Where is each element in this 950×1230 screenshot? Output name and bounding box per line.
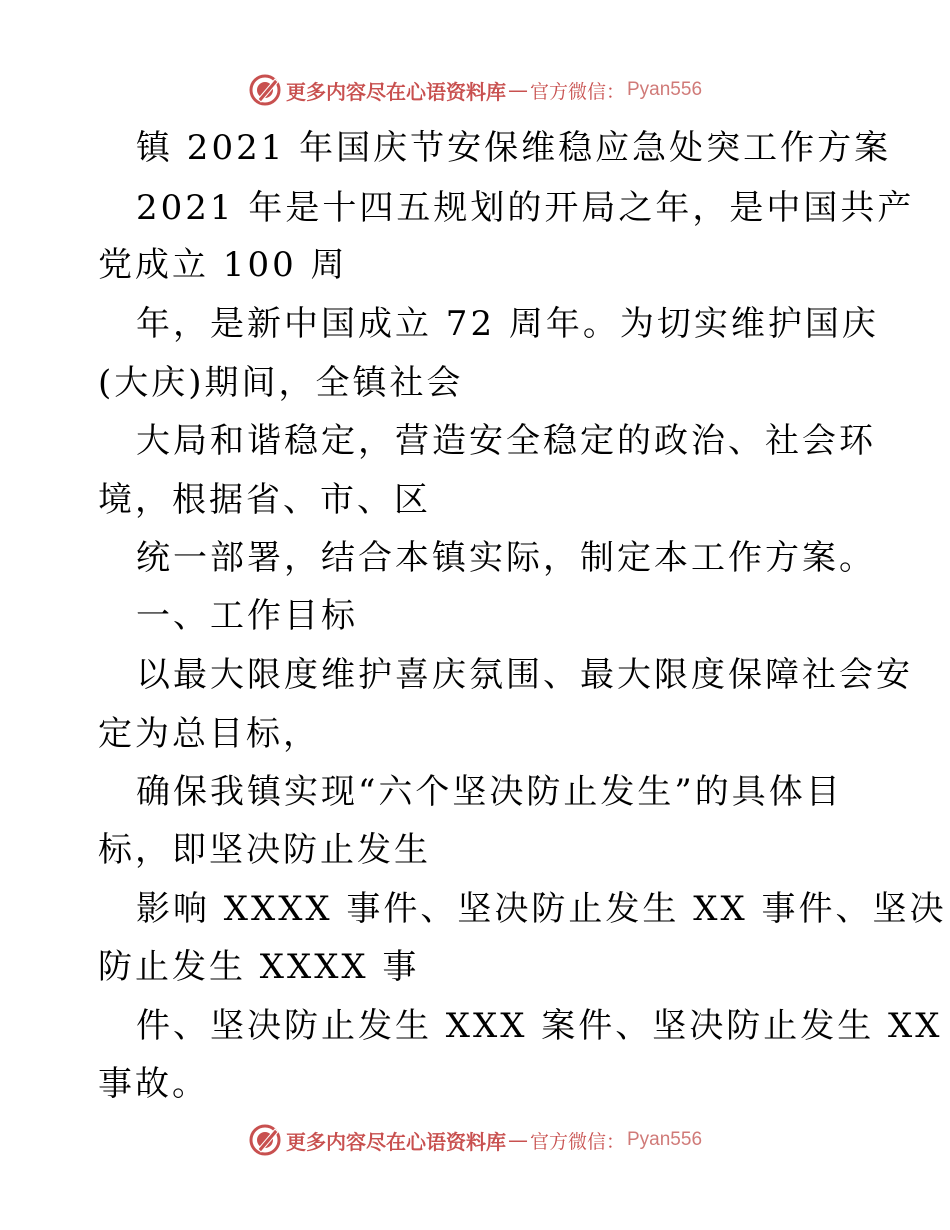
paragraph-line: 年，是新中国成立 72 周年。为切实维护国庆 bbox=[136, 304, 879, 344]
banner-dash: — bbox=[507, 78, 528, 102]
paragraph-line: 2021 年是十四五规划的开局之年，是中国共产 bbox=[136, 188, 915, 228]
document-title: 镇 2021 年国庆节安保维稳应急处突工作方案 bbox=[136, 128, 892, 168]
paragraph-line: 事故。 bbox=[98, 1064, 209, 1104]
paragraph-line: 统一部署，结合本镇实际，制定本工作方案。 bbox=[136, 538, 876, 578]
banner-dash: — bbox=[507, 1128, 528, 1152]
paragraph-line: 大局和谐稳定，营造安全稳定的政治、社会环 bbox=[136, 421, 876, 461]
pen-circle-logo-icon bbox=[248, 73, 282, 107]
banner-wechat-id: Pyan556 bbox=[627, 79, 703, 100]
section-heading: 一、工作目标 bbox=[136, 596, 358, 636]
banner-site-text: 更多内容尽在心语资料库 bbox=[285, 79, 506, 104]
banner-site-text: 更多内容尽在心语资料库 bbox=[285, 1129, 506, 1154]
header-banner bbox=[0, 70, 950, 110]
paragraph-line: 定为总目标， bbox=[98, 714, 320, 754]
paragraph-line: 境，根据省、市、区 bbox=[98, 480, 431, 520]
paragraph-line: 防止发生 XXXX 事 bbox=[98, 947, 420, 987]
paragraph-line: 件、坚决防止发生 XXX 案件、坚决防止发生 XX bbox=[136, 1006, 943, 1046]
paragraph-line: 确保我镇实现“六个坚决防止发生”的具体目 bbox=[136, 772, 843, 812]
pen-circle-logo-icon bbox=[248, 1123, 282, 1157]
paragraph-line: 以最大限度维护喜庆氛围、最大限度保障社会安 bbox=[136, 655, 913, 695]
paragraph-line: 影响 XXXX 事件、坚决防止发生 XX 事件、坚决 bbox=[136, 889, 947, 929]
banner-official-text: 官方微信： bbox=[529, 1130, 625, 1153]
banner-wechat-id: Pyan556 bbox=[627, 1129, 703, 1150]
paragraph-line: 标，即坚决防止发生 bbox=[98, 830, 431, 870]
footer-banner bbox=[0, 1120, 950, 1160]
paragraph-line: 党成立 100 周 bbox=[98, 245, 348, 285]
paragraph-line: (大庆)期间，全镇社会 bbox=[98, 363, 464, 403]
banner-official-text: 官方微信： bbox=[529, 80, 625, 103]
